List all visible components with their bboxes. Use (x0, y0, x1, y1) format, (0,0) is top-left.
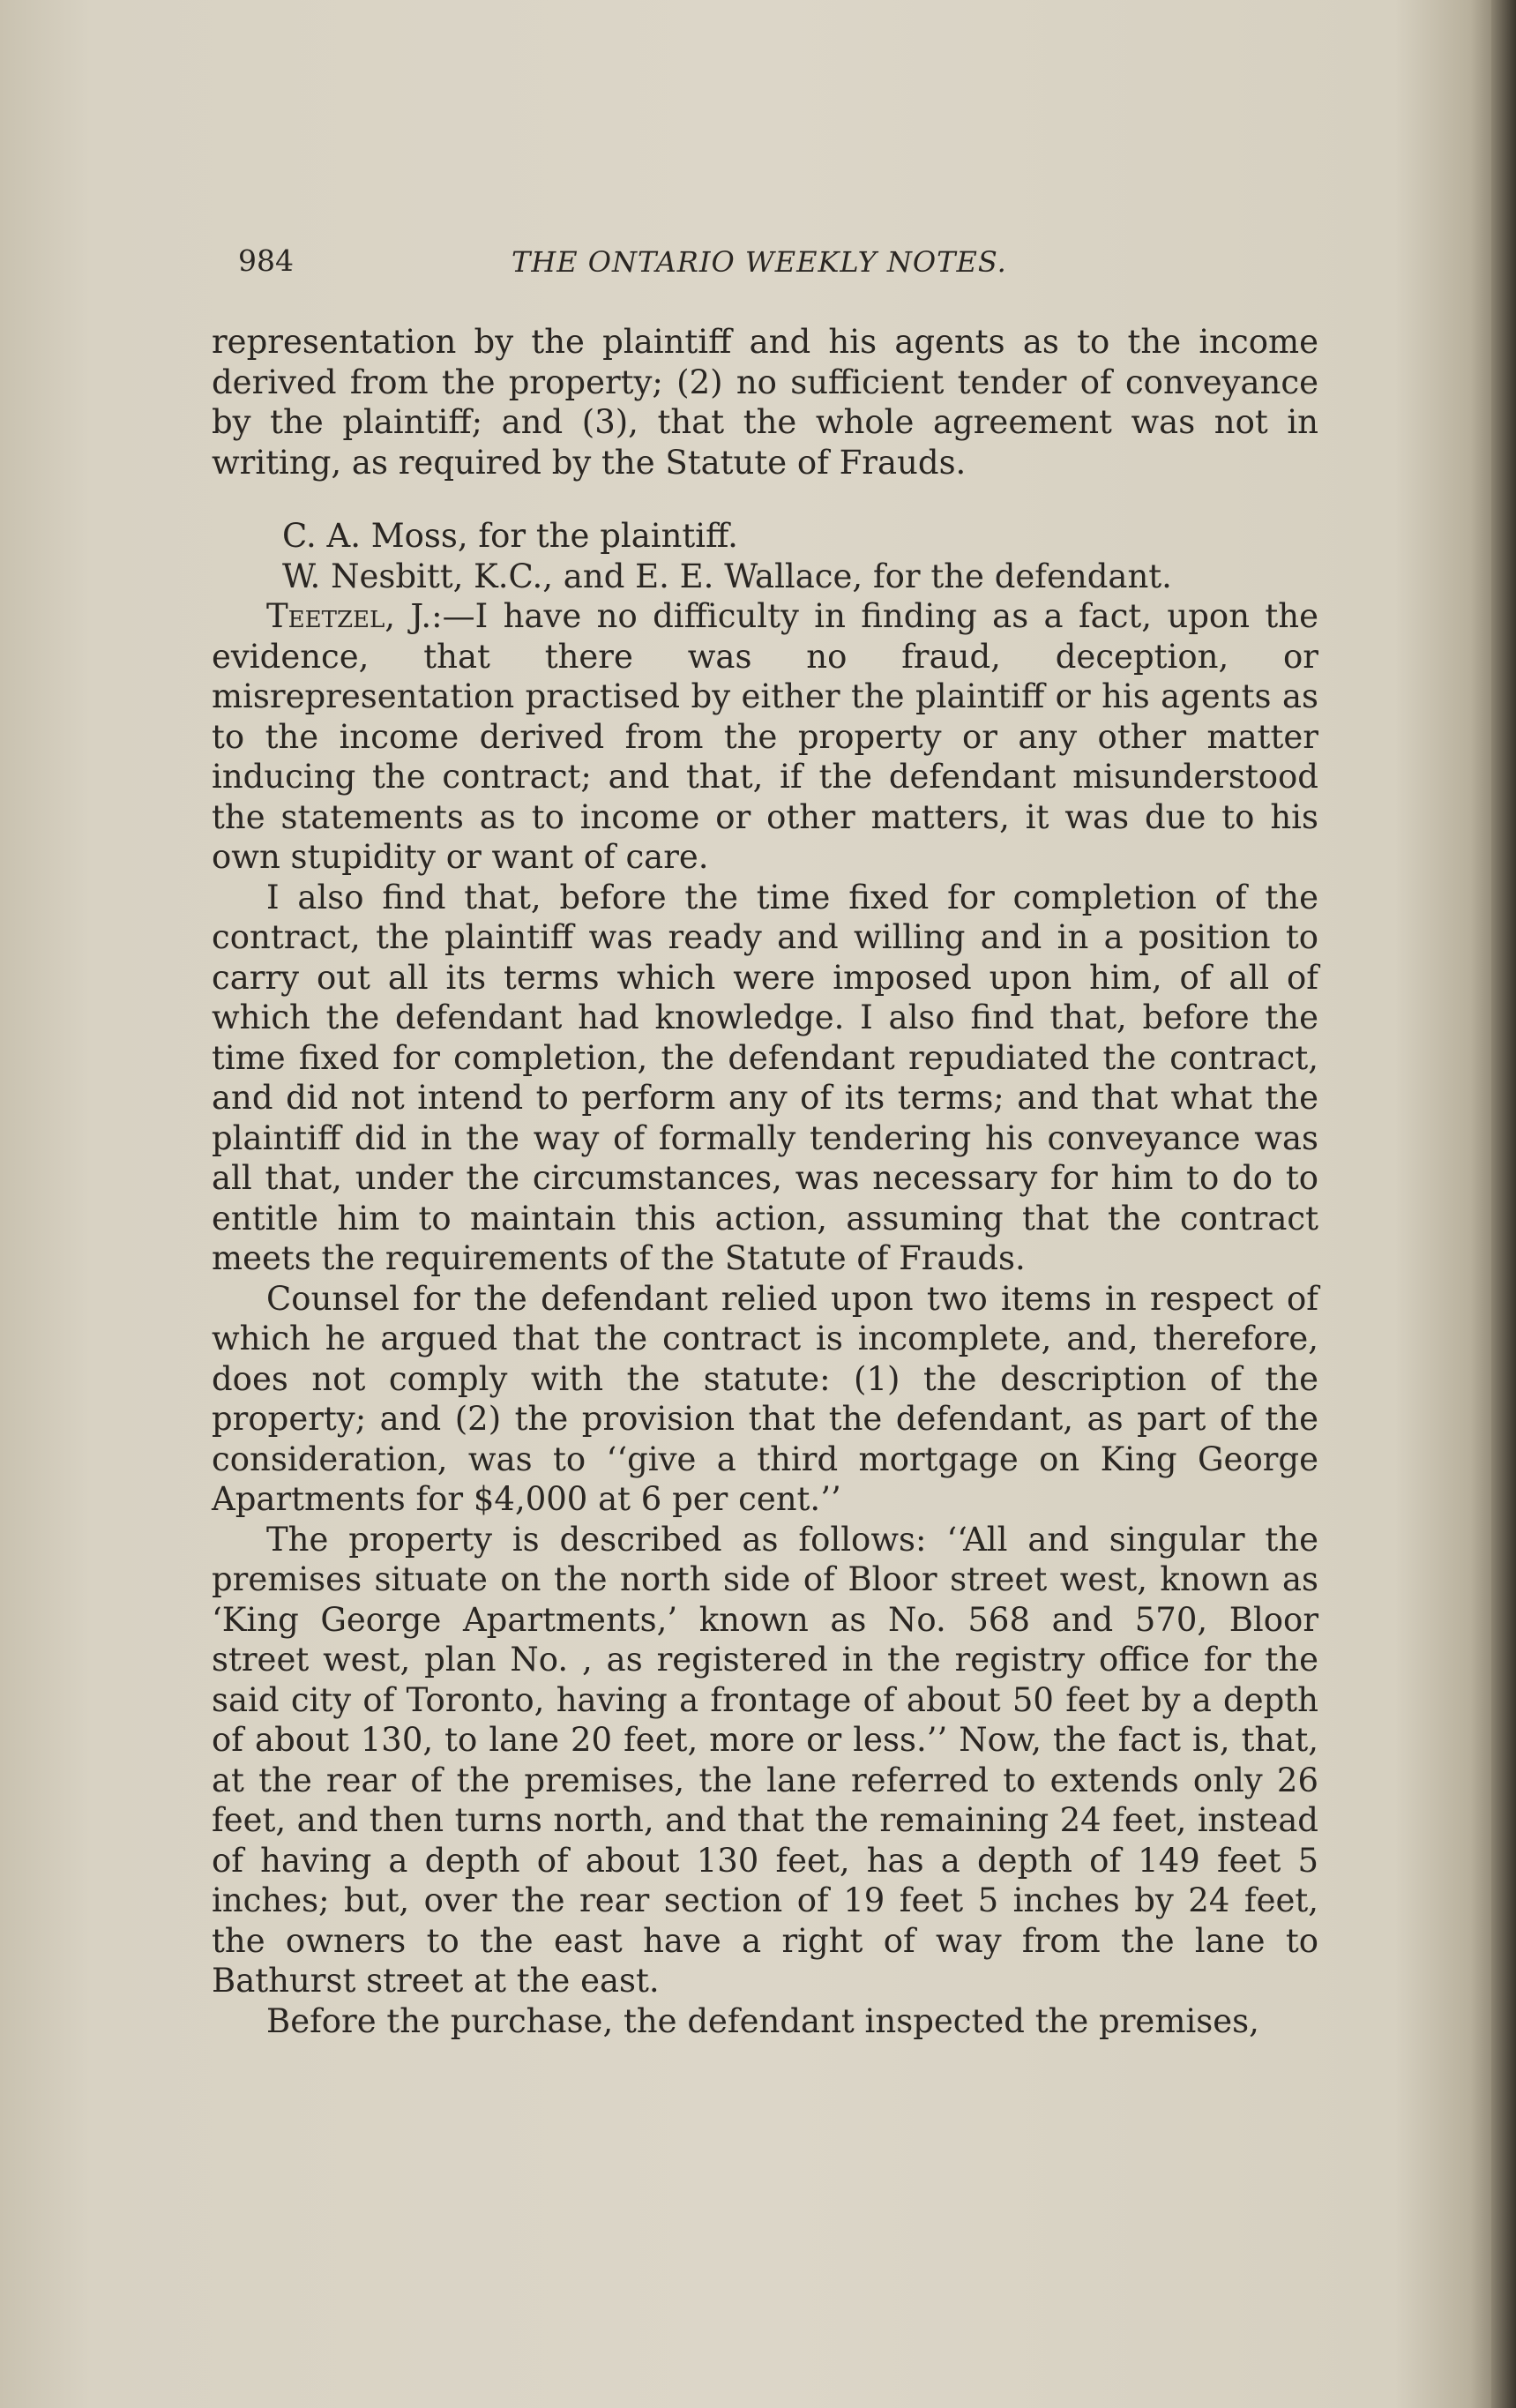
counsel-list (212, 516, 1318, 596)
judgment-paragraph-1 (212, 596, 1318, 878)
judgment-paragraph-3: Counsel for the defendant relied upon two items in respect of which he argued that the contract is incomplete, and, therefore, does not comply with the statute: (1) the description of the property; and (2) the provision that the defendant, as part of the consideration, was to ‘‘give a third mortgage on King George Apartments for $4,000 at 6 per cent.’’ (212, 1279, 1318, 1518)
judgment-paragraph-5: Before the purchase, the defendant inspected the premises, (266, 2001, 1259, 2040)
body-text (212, 322, 1318, 2041)
book-spine-shadow (1491, 0, 1516, 2408)
page-header (238, 236, 1032, 289)
judgment-text-1: :—I have no difficulty in finding as a fact, upon the evidence, that there was no fraud, deception, or misrepresentation practised by either the plaintiff or his agents as to the income derived from the property or any other matter inducing the contract; and that, if the defendant misunderstood the statements as to income or other matters, it was due to his own stupidity or want of care. (212, 597, 1318, 876)
intro-paragraph: representation by the plaintiff and his agents as to the income derived from the property; (2) no sufficient tender of conveyance by the plaintiff; and (3), that the whole agreement was not in writing, as required by the Statute of Frauds. (212, 323, 1318, 482)
judgment-paragraph-2: I also find that, before the time fixed for completion of the contract, the plaintiff was ready and willing and in a position to carry out all its terms which were imposed upon him, of all of which the defendant had knowledge. I also find that, before the time fixed for completion, the defendant repudiated the contract, and did not intend to perform any of its terms; and that what the plaintiff did in the way of formally tendering his conveyance was all that, under the circumstances, was necessary for him to do to entitle him to maintain this action, assuming that the contract meets the requirements of the Statute of Frauds. (212, 878, 1318, 1277)
counsel-plaintiff: C. A. Moss, for the plaintiff. (282, 517, 738, 555)
counsel-defendant: W. Nesbitt, K.C., and E. E. Wallace, for the defendant. (282, 557, 1172, 595)
judge-name: Teetzel, J. (266, 597, 432, 635)
page-number: 984 (238, 243, 294, 278)
judgment-paragraph-4: The property is described as follows: ‘‘All and singular the premises situate on the north side of Bloor street west, known as ‘King George Apartments,’ known as No. 568 and 570, Bloor street west, plan No. , as registered in the registry office for the said city of Toronto, having a frontage of about 50 feet by a depth of about 130, to lane 20 feet, more or less.’’ Now, the fact is, that, at the rear of the premises, the lane referred to extends only 26 feet, and then turns north, and that the remaining 24 feet, instead of having a depth of about 130 feet, has a depth of 149 feet 5 inches; but, over the rear section of 19 feet 5 inches by 24 feet, the owners to the east have a right of way from the lane to Bathurst street at the east. (212, 1520, 1318, 2000)
running-title: THE ONTARIO WEEKLY NOTES. (512, 245, 1007, 279)
